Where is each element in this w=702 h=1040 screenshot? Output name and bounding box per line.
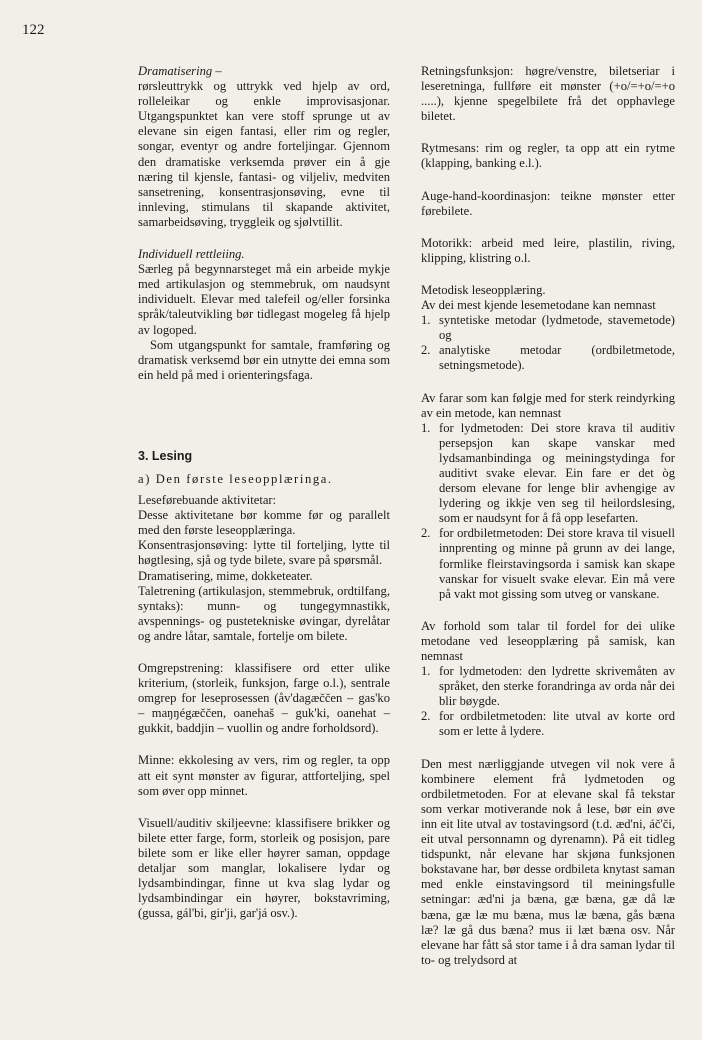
dramatisering-body: rørsleuttrykk og uttrykk ved hjelp av ord, rolleleikar og enkle improvisasjonar. Utgangspunktet kan vere stoff sprunge ut av elevane sin eigen fantasi, eller rim og regler, songar, eventyr og andre forteljingar. Gjennom den dramatiske verksemda prøver ein å gje næring til kjensle, fantasi- og viljeliv, medviten sansetrening, konsentrasjonsøving, evne til innleving, stimulans til skapande aktivitet, samarbeidsøving, tryggleik og sjølvtillit.: [138, 79, 390, 229]
farar-list: [421, 421, 675, 602]
method-list: [421, 313, 675, 373]
fordel-list: [421, 664, 675, 739]
dramatisering-item: Dramatisering, mime, dokketeater.: [138, 568, 313, 583]
list-item: 2. for ordbiletmetoden: Dei store krava til visuell innprenting og minne på grunn av dei lange, formlike fleirstavingsorda i samisk kan skape vanskar for visuelt svake elevar. Ein må vere på vakt mot gissing som utveg or vanskane.: [421, 526, 675, 601]
right-column: [421, 64, 675, 968]
subsection-heading: a) Den første leseopplæringa.: [138, 471, 333, 486]
metodisk-title: Metodisk leseopplæring.: [421, 282, 546, 297]
list-item: 2. analytiske metodar (ordbiletmetode, setningsmetode).: [421, 343, 675, 373]
section-heading: 3. Lesing: [138, 448, 193, 463]
rytmesans-para: Rytmesans: rim og regler, ta opp att ein rytme (klapping, banking e.l.).: [421, 141, 675, 171]
leseforebuande-desc: Desse aktivitetane bør komme før og parallelt med den første leseopplæringa.: [138, 508, 390, 538]
dramatisering-title: Dramatisering –: [138, 64, 222, 78]
individuell-title: Individuell rettleiing.: [138, 247, 245, 262]
list-item: 1. for lydmetoden: den lydrette skrivemåten av språket, den sterke forandringa av orda når dei blir bøygde.: [421, 664, 675, 709]
auge-hand-para: Auge-hand-koordinasjon: teikne mønster etter førebilete.: [421, 188, 675, 218]
fordel-intro: Av forhold som talar til fordel for dei ulike metodane ved leseopplæring på samisk, kan nemnast: [421, 618, 675, 663]
individuell-para-2: Som utgangspunkt for samtale, framføring og dramatisk verksemd bør ein utnytte dei emna som ein held på med i orienteringsfaga.: [138, 337, 390, 382]
taletrening-item: Taletrening (artikulasjon, stemmebruk, ordtilfang, syntaks): munn- og tungegymnastikk, avspennings- og pustetekniske øvingar, dyrelåtar og andre låtar, samtale, fortelje om bilete.: [138, 583, 390, 643]
list-item: 2. for ordbiletmetoden: lite utval av korte ord som er lette å lydere.: [421, 709, 675, 739]
konsentrasjon-item: Konsentrasjonsøving: lytte til forteljing, lytte til høgtlesing, sjå og tyde bilete, svare på spørsmål.: [138, 538, 390, 568]
leseforebuande-label: Leseførebuande aktivitetar:: [138, 493, 277, 508]
page-number: 122: [22, 22, 45, 38]
omgrepstrening-para: Omgrepstrening: klassifisere ord etter ulike kriterium, (storleik, funksjon, farge o.l.), sentrale omgrep for leseprosessen (åv'dagæččen – gas'ko – maŋŋégæččen, oanehaš – guk'ki, oanehat – gukkit, baddjin – vuollin og andre forholdsord).: [138, 661, 390, 736]
list-item: 1. for lydmetoden: Dei store krava til auditiv persepsjon kan skape vanskar med lydsamanbindinga og meiningstydinga for auditivt svake elevar. Ein fare er det òg dersom elevane for lenge blir avhengige av lydering og ikkje ven seg til heilordslesing, som er naudsynt for å få opp lesefarten.: [421, 420, 675, 526]
left-column: [138, 64, 390, 938]
retningsfunksjon-para: Retningsfunksjon: høgre/venstre, biletseriar i leseretninga, fullføre eit mønster (+o/=+o/=+o .....), kjenne spegelbilete frå det opphavlege biletet.: [421, 64, 675, 124]
list-item: 1. syntetiske metodar (lydmetode, stavemetode) og: [421, 313, 675, 343]
closing-para: Den mest nærliggjande utvegen vil nok vere å kombinere element frå lydmetoden og ordbiletmetoden. For at elevane skal få tekstar som verkar motiverande nok å lese, bør ein øve inn eit lite utval av tostavingsord (t.d. æd'ni, áč'či, eit utval personnamn og dyrenamn). På eit tidleg tidspunkt, når elevane har skjøna funksjonen bokstavane har, bør desse ordbileta knytast saman med enkle einstavingsord til meiningsfulle setningar: æd'ni ja bæna, gæ bæna, gæ då læ bæna, gæ læ mu bæna, mus læ bæna, gås bæna læ? læ gå dus bæna? mus ii læt bæna osv. Når elevane har fått så stor tame i å dra saman lydar til to- og trelydsord at: [421, 756, 675, 967]
visuell-auditiv-para: Visuell/auditiv skiljeevne: klassifisere brikker og bilete etter farge, form, storleik og posisjon, pare bilete som er like eller høyrer saman, oppdage detaljar som manglar, lokalisere lydar og lydsambindingar, finne ut kva slag lydar og lydsambindingar ein høyrer, bokstavriming, (gussa, gál'bi, gir'ji, gar'já osv.).: [138, 815, 390, 921]
individuell-para-1: Særleg på begynnarsteget må ein arbeide mykje med artikulasjon og stemmebruk, om naudsynt individuelt. Elevar med talefeil og/eller forsinka språk/taleutvikling bør tidlegast mogeleg få hjelp av logoped.: [138, 262, 390, 337]
minne-para: Minne: ekkolesing av vers, rim og regler, ta opp att eit synt mønster av figurar, attforteljing, spel som øver opp minnet.: [138, 753, 390, 798]
farar-intro: Av farar som kan følgje med for sterk reindyrking av ein metode, kan nemnast: [421, 390, 675, 420]
motorikk-para: Motorikk: arbeid med leire, plastilin, riving, klipping, klistring o.l.: [421, 235, 675, 265]
metodisk-intro: Av dei mest kjende lesemetodane kan nemnast: [421, 298, 656, 313]
